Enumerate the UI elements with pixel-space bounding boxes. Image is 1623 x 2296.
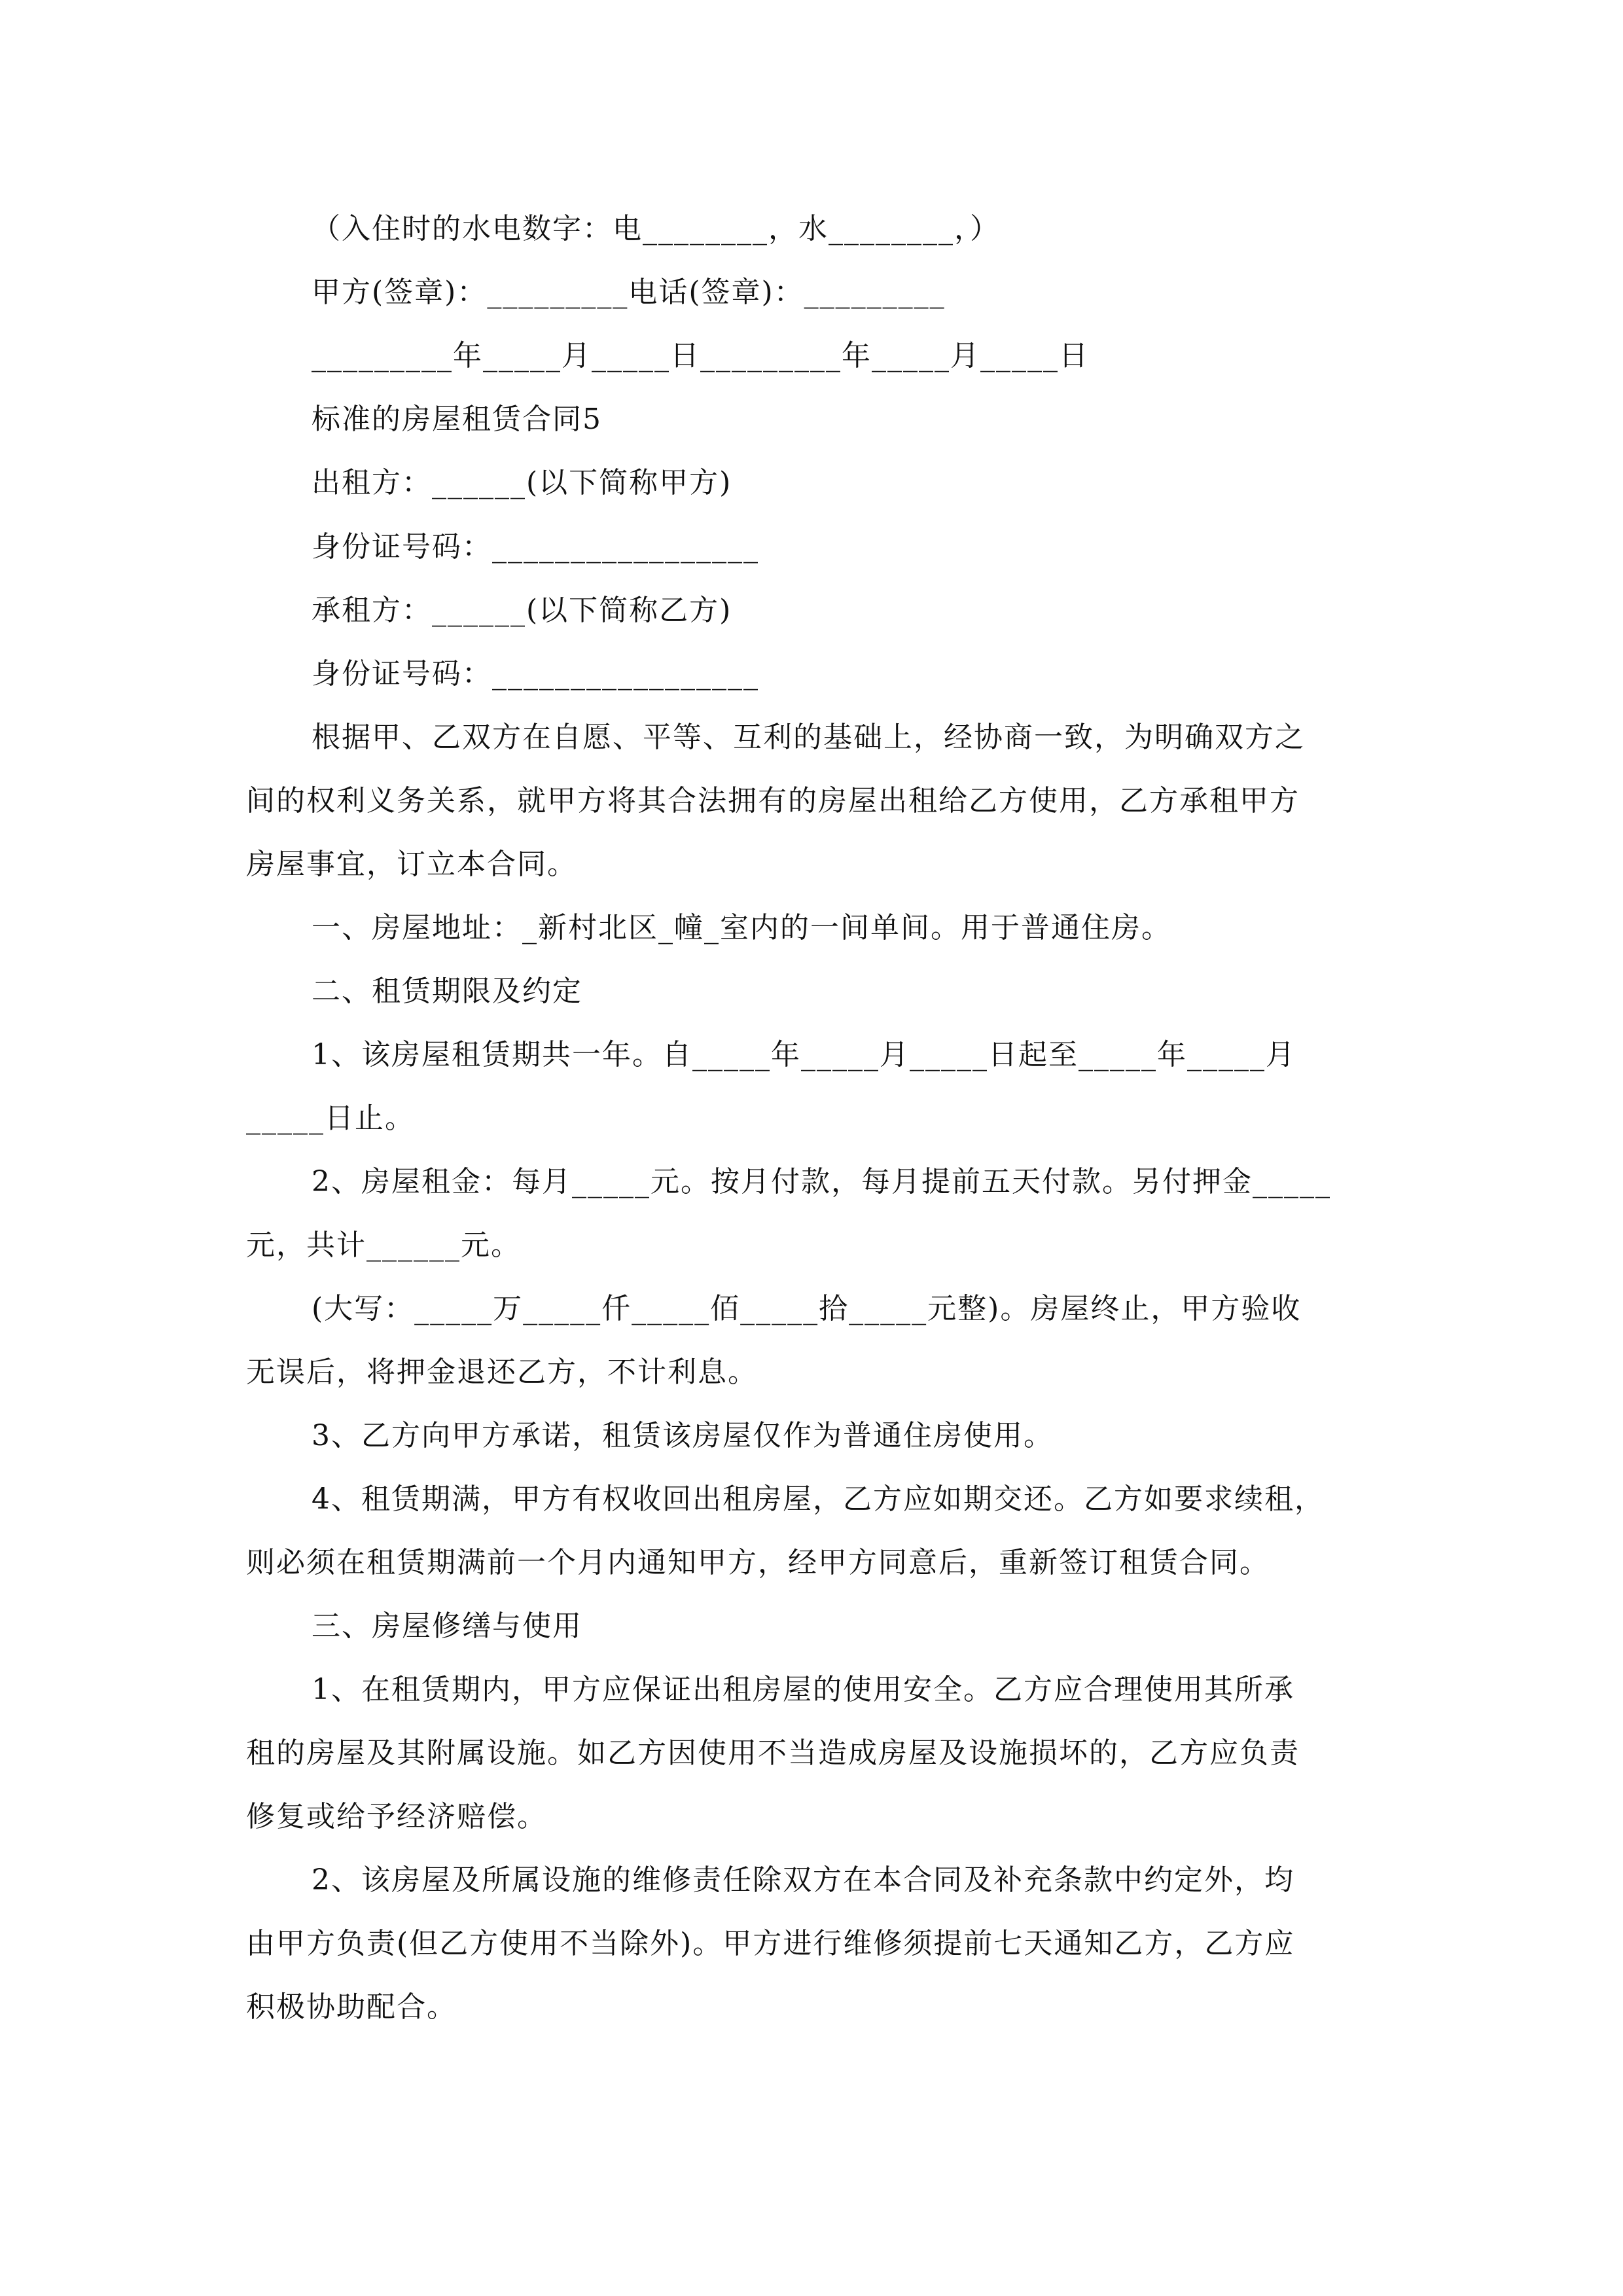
section-3-heading: 三、房屋修缮与使用 (312, 1609, 582, 1643)
preamble-line-2: 间的权利义务关系，就甲方将其合法拥有的房屋出租给乙方使用，乙方承租甲方 (246, 784, 1300, 817)
clause-3-1-line-3: 修复或给予经济赔偿。 (246, 1800, 547, 1833)
clause-2-1-line-1: 1、该房屋租赁期共一年。自_____年_____月_____日起至_____年_____月 (312, 1038, 1296, 1071)
section-1-address: 一、房屋地址：_新村北区_幢_室内的一间单间。用于普通住房。 (312, 911, 1171, 944)
clause-2-3: 3、乙方向甲方承诺，租赁该房屋仅作为普通住房使用。 (312, 1419, 1054, 1452)
lessor-line: 出租方：______(以下简称甲方) (312, 466, 732, 499)
clause-3-2-line-2: 由甲方负责(但乙方使用不当除外)。甲方进行维修须提前七天通知乙方，乙方应 (246, 1927, 1295, 1960)
clause-2-4-line-2: 则必须在租赁期满前一个月内通知甲方，经甲方同意后，重新签订租赁合同。 (246, 1546, 1270, 1579)
clause-2-4-line-1: 4、租赁期满，甲方有权收回出租房屋，乙方应如期交还。乙方如要求续租， (312, 1482, 1325, 1516)
clause-3-1-line-2: 租的房屋及其附属设施。如乙方因使用不当造成房屋及设施损坏的，乙方应负责 (246, 1736, 1300, 1770)
date-line: _________年_____月_____日_________年_____月_____日 (312, 339, 1089, 372)
clause-3-1-line-1: 1、在租赁期内，甲方应保证出租房屋的使用安全。乙方应合理使用其所承 (312, 1673, 1294, 1706)
clause-2-2-line-1: 2、房屋租金：每月_____元。按月付款，每月提前五天付款。另付押金_____ (312, 1165, 1331, 1198)
utility-reading-line: （入住时的水电数字：电________，水________，） (312, 212, 1000, 245)
contract-title: 标准的房屋租赁合同5 (312, 403, 602, 436)
preamble-line-3: 房屋事宜，订立本合同。 (246, 848, 577, 881)
lessor-id-line: 身份证号码：_________________ (312, 530, 759, 564)
party-a-signature-line: 甲方(签章)：_________电话(签章)：_________ (312, 276, 946, 309)
preamble-line-1: 根据甲、乙双方在自愿、平等、互利的基础上，经协商一致，为明确双方之 (312, 721, 1305, 754)
amount-in-words-line-2: 无误后，将押金退还乙方，不计利息。 (246, 1355, 758, 1389)
clause-2-2-line-2: 元，共计______元。 (246, 1229, 521, 1262)
amount-in-words-line-1: (大写：_____万_____仟_____佰_____拾_____元整)。房屋终止，甲方验收 (312, 1292, 1302, 1325)
clause-3-2-line-1: 2、该房屋及所属设施的维修责任除双方在本合同及补充条款中约定外，均 (312, 1863, 1294, 1897)
clause-2-1-line-2: _____日止。 (246, 1102, 415, 1135)
clause-3-2-line-3: 积极协助配合。 (246, 1990, 457, 2024)
lessee-line: 承租方：______(以下简称乙方) (312, 594, 732, 627)
section-2-heading: 二、租赁期限及约定 (312, 975, 582, 1008)
lessee-id-line: 身份证号码：_________________ (312, 657, 759, 691)
